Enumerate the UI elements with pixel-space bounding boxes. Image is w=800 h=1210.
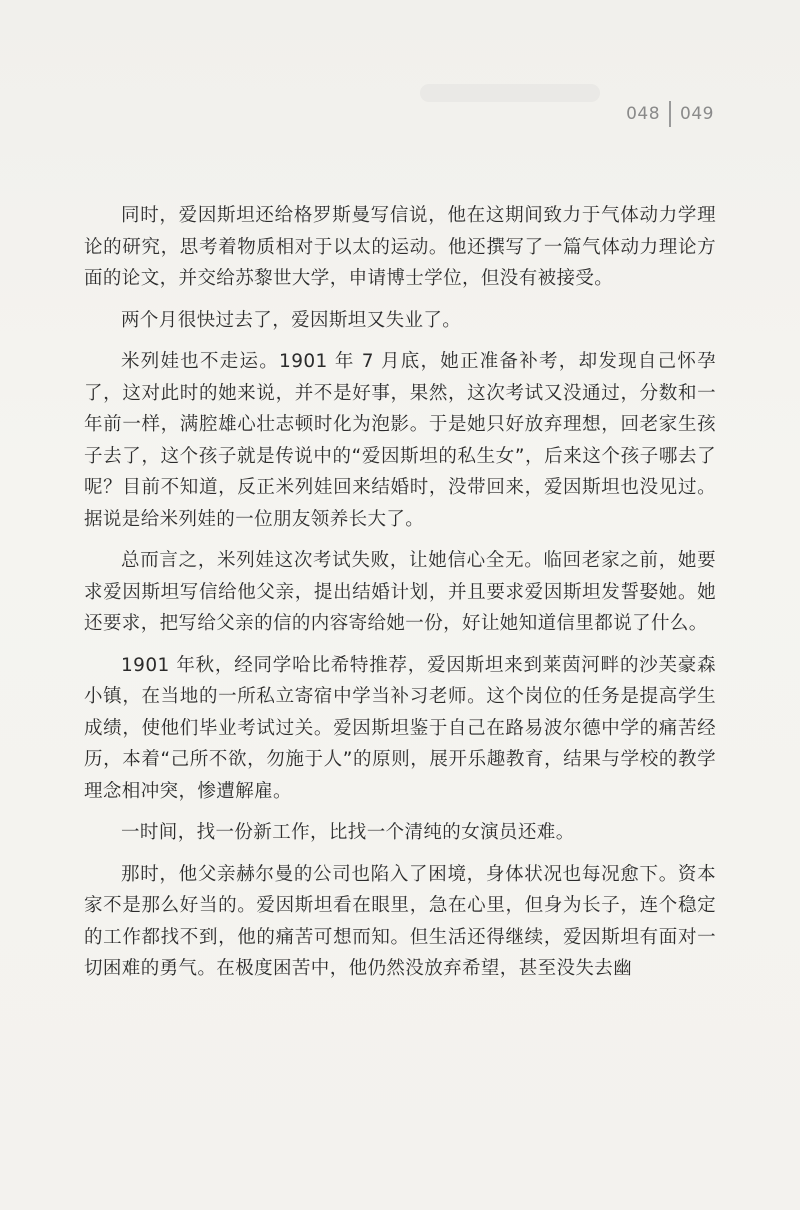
paragraph: 米列娃也不走运。1901 年 7 月底，她正准备补考，却发现自己怀孕了，这对此时的她来说，并不是好事，果然，这次考试又没通过，分数和一年前一样，满腔雄心壮志顿时化为泡影。于是她只好放弃理想，回老家生孩子去了，这个孩子就是传说中的“爱因斯坦的私生女”，后来这个孩子哪去了呢？目前不知道，反正米列娃回来结婚时，没带回来，爱因斯坦也没见过。据说是给米列娃的一位朋友领养长大了。 xyxy=(84,351,716,530)
paragraph: 那时，他父亲赫尔曼的公司也陷入了困境，身体状况也每况愈下。资本家不是那么好当的。爱因斯坦看在眼里，急在心里，但身为长子，连个稳定的工作都找不到，他的痛苦可想而知。但生活还得继续，爱因斯坦有面对一切困难的勇气。在极度困苦中，他仍然没放弃希望，甚至没失去幽 xyxy=(84,863,716,979)
paragraph: 总而言之，米列娃这次考试失败，让她信心全无。临回老家之前，她要求爱因斯坦写信给他父亲，提出结婚计划，并且要求爱因斯坦发誓娶她。她还要求，把写给父亲的信的内容寄给她一份，好让她知道信里都说了什么。 xyxy=(84,550,716,634)
left-page-number: 048 xyxy=(626,104,661,124)
paragraph: 一时间，找一份新工作，比找一个清纯的女演员还难。 xyxy=(121,822,575,843)
paragraph: 两个月很快过去了，爱因斯坦又失业了。 xyxy=(121,309,462,331)
paragraph: 1901 年秋，经同学哈比希特推荐，爱因斯坦来到莱茵河畔的沙芙豪森小镇，在当地的一所私立寄宿中学当补习老师。这个岗位的任务是提高学生成绩，使他们毕业考试过关。爱因斯坦鉴于自己在路易波尔德中学的痛苦经历，本着“己所不欲，勿施于人”的原则，展开乐趣教育，结果与学校的教学理念相冲突，惨遭解雇。 xyxy=(84,654,716,802)
body-text xyxy=(84,200,716,995)
right-page-number: 049 xyxy=(680,104,714,124)
page-number-header xyxy=(626,101,714,127)
paragraph: 同时，爱因斯坦还给格罗斯曼写信说，他在这期间致力于气体动力学理论的研究，思考着物质相对于以太的运动。他还撰写了一篇气体动力理论方面的论文，并交给苏黎世大学，申请博士学位，但没有被接受。 xyxy=(84,205,716,289)
page-number-divider xyxy=(669,101,671,127)
header-smudge xyxy=(420,84,600,102)
